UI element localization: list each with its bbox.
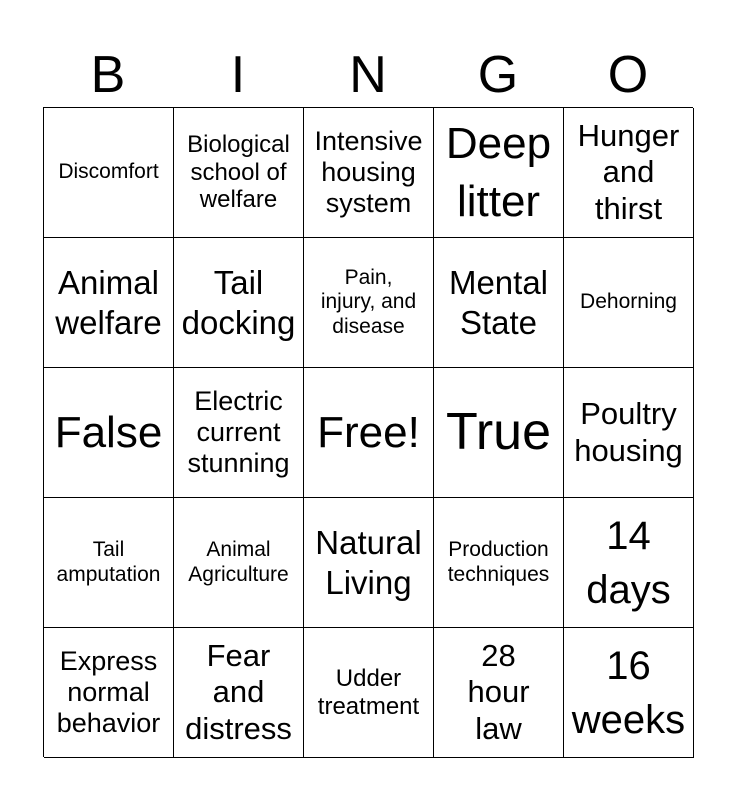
cell-line: thirst: [594, 190, 663, 226]
cell-line: 16: [606, 643, 651, 688]
cell-line: and: [602, 154, 655, 190]
bingo-cell[interactable]: [304, 108, 434, 238]
cell-line: Living: [325, 563, 412, 601]
bingo-cell[interactable]: [44, 628, 174, 758]
bingo-cell[interactable]: [304, 498, 434, 628]
bingo-cell[interactable]: [434, 368, 564, 498]
bingo-cell[interactable]: [564, 628, 694, 758]
cell-line: Udder: [335, 664, 402, 692]
bingo-cell[interactable]: [434, 628, 564, 758]
bingo-cell[interactable]: [174, 498, 304, 628]
cell-line: False: [54, 407, 163, 457]
cell-line: Agriculture: [188, 562, 289, 586]
header-letter-o: O: [607, 46, 649, 104]
bingo-cell[interactable]: [304, 238, 434, 368]
bingo-cell[interactable]: [44, 368, 174, 498]
cell-line: behavior: [56, 708, 161, 739]
cell-line: Mental: [448, 263, 549, 301]
bingo-header: [43, 44, 693, 106]
cell-line: Animal: [206, 538, 271, 562]
cell-line: Fear: [206, 637, 271, 673]
cell-line: Intensive: [314, 125, 423, 156]
cell-line: Electric: [194, 385, 283, 416]
bingo-cell[interactable]: [44, 108, 174, 238]
cell-line: and: [212, 674, 265, 710]
cell-line: system: [325, 188, 412, 219]
cell-line: Tail: [213, 263, 264, 301]
cell-line: housing: [574, 432, 683, 468]
cell-line: treatment: [317, 692, 420, 720]
cell-line: Express: [59, 645, 158, 676]
cell-line: Discomfort: [58, 160, 159, 184]
cell-line: techniques: [447, 562, 550, 586]
cell-line: disease: [332, 314, 405, 338]
bingo-cell[interactable]: [174, 628, 304, 758]
cell-line: Animal: [58, 263, 159, 301]
cell-line: housing: [321, 156, 416, 187]
free-space-cell[interactable]: [304, 368, 434, 498]
bingo-cell[interactable]: [564, 108, 694, 238]
header-letter-g: G: [477, 46, 519, 104]
bingo-cell[interactable]: [44, 238, 174, 368]
free-space-label: Free!: [317, 407, 420, 457]
cell-line: True: [446, 402, 551, 461]
cell-line: Production: [448, 538, 549, 562]
cell-line: 28: [481, 637, 516, 673]
cell-line: Hunger: [577, 117, 680, 153]
cell-line: Pain,: [344, 266, 393, 290]
cell-line: litter: [456, 176, 541, 226]
header-letter-b: B: [90, 46, 126, 104]
cell-line: amputation: [56, 562, 161, 586]
cell-line: stunning: [187, 448, 290, 479]
bingo-cell[interactable]: [564, 238, 694, 368]
cell-line: hour: [467, 674, 530, 710]
header-letter-n: N: [349, 46, 387, 104]
header-letter-i: I: [230, 46, 246, 104]
cell-line: Deep: [445, 119, 552, 169]
bingo-cell[interactable]: [174, 108, 304, 238]
bingo-cell[interactable]: [44, 498, 174, 628]
cell-line: Tail: [92, 538, 125, 562]
bingo-cell[interactable]: [564, 498, 694, 628]
bingo-cell[interactable]: [434, 238, 564, 368]
cell-line: docking: [181, 303, 296, 341]
cell-line: distress: [185, 710, 292, 746]
cell-line: Biological: [187, 131, 290, 159]
cell-line: State: [459, 303, 538, 341]
cell-line: Natural: [315, 523, 422, 561]
cell-line: Dehorning: [580, 290, 677, 314]
bingo-cell[interactable]: [174, 238, 304, 368]
cell-line: injury, and: [320, 290, 417, 314]
cell-line: weeks: [571, 697, 686, 742]
cell-line: Poultry: [580, 395, 677, 431]
cell-line: 14: [606, 513, 651, 558]
bingo-cell[interactable]: [434, 108, 564, 238]
cell-line: current: [196, 416, 281, 447]
cell-line: law: [475, 710, 522, 746]
cell-line: normal: [67, 676, 150, 707]
cell-line: welfare: [55, 303, 162, 341]
cell-line: welfare: [199, 186, 278, 214]
bingo-cell[interactable]: [564, 368, 694, 498]
bingo-card-grid: [43, 107, 693, 757]
bingo-cell[interactable]: [304, 628, 434, 758]
cell-line: days: [586, 567, 671, 612]
cell-line: school of: [190, 158, 287, 186]
bingo-cell[interactable]: [434, 498, 564, 628]
bingo-cell[interactable]: [174, 368, 304, 498]
